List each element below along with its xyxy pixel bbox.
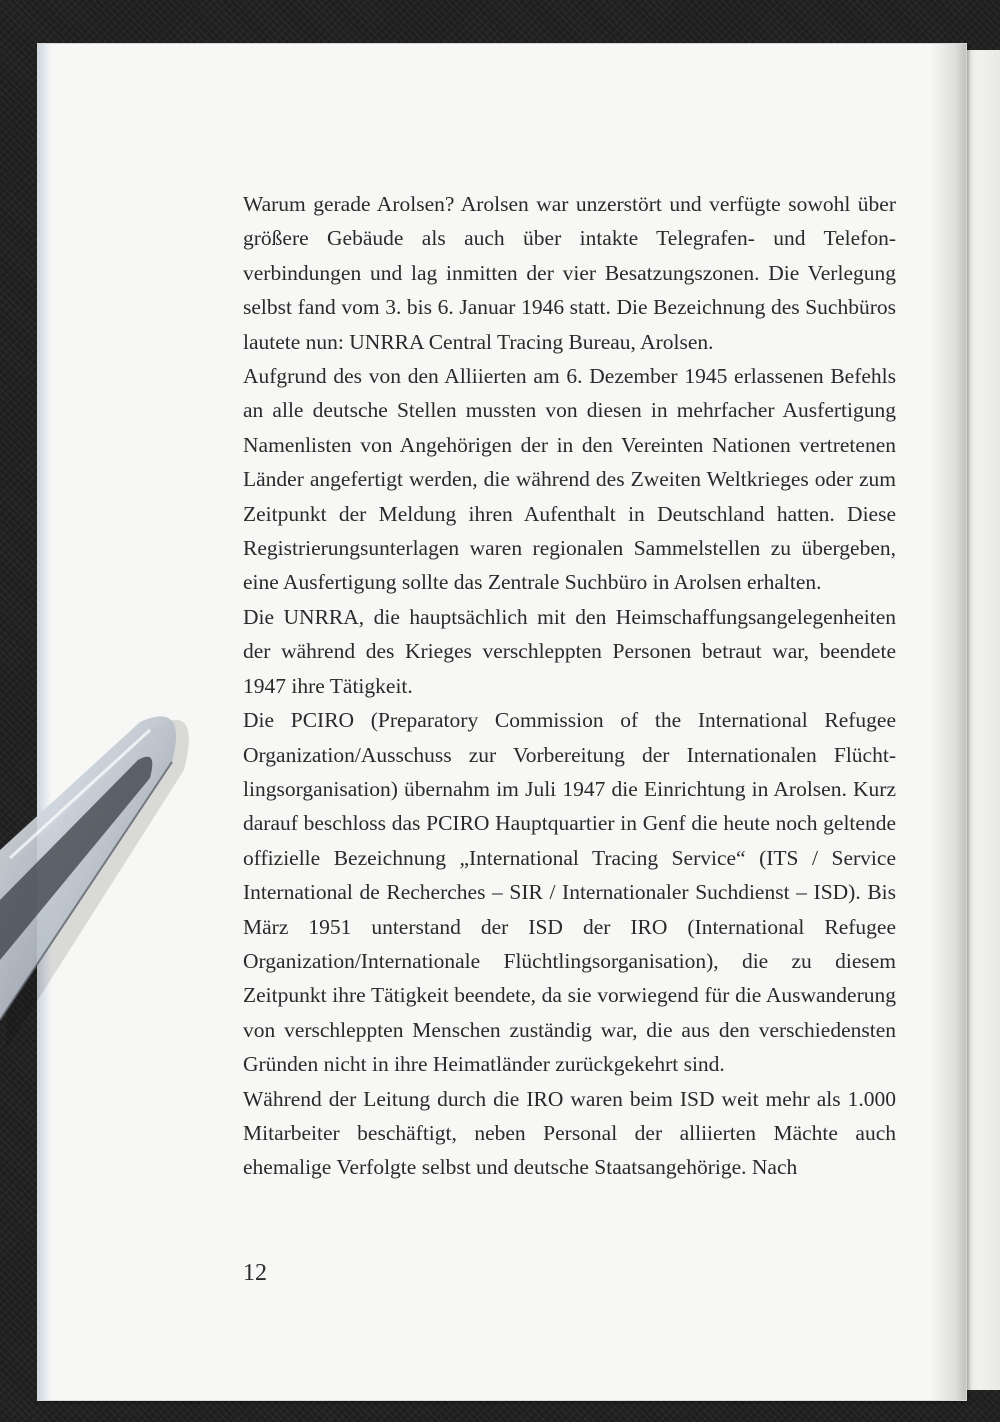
body-text: [243, 187, 896, 1185]
adjacent-page-edge: [962, 50, 1000, 1390]
paragraph-befehl: Aufgrund des von den Alliierten am 6. Dezember 1945 erlassenen Befehls an alle deutsche Stellen mussten von diesen in mehrfacher Ausfertigung Namenlisten von Angehörigen der in den Vereinten Nationen vertretenen Länder angefertigt werden, die während des Zweiten Weltkrieges oder zum Zeitpunkt der Meldung ihren Aufenthalt in Deutschland hatten. Diese Registrierungsunterlagen waren regionalen Sammelstellen zu übergeben, eine Ausfertigung sollte das Zentrale Suchbüro in Arolsen erhalten.: [243, 364, 896, 595]
page-binding-edge: [38, 44, 52, 1400]
paragraph-unrra: Die UNRRA, die hauptsächlich mit den Heimschaffungsangelegenheiten der während des Krieges verschleppten Personen betraut war, beendete 1947 ihre Tätigkeit.: [243, 604, 896, 698]
paragraph-iro: Während der Leitung durch die IRO waren beim ISD weit mehr als 1.000 Mitarbeiter beschäftigt, neben Personal der alliierten Mächte auch ehemalige Verfolgte selbst und deutsche Staatsangehörige. Nach: [243, 1086, 896, 1180]
paragraph-arolsen: Warum gerade Arolsen? Arolsen war unzerstört und verfügte sowohl über größere Gebäude als auch über intakte Telegrafen- und Telefonverbindungen und lag inmitten der vier Besatzungszonen. Die Verlegung selbst fand vom 3. bis 6. Januar 1946 statt. Die Bezeichnung des Suchbüros lautete nun: UNRRA Central Tracing Bureau, Arolsen.: [243, 192, 896, 354]
page-number: 12: [243, 1260, 267, 1286]
paragraph-pciro: Die PCIRO (Preparatory Commission of the International Refugee Organization/Ausschuss zur Vorbereitung der Internationalen Flüchtlingsorganisation) übernahm im Juli 1947 die Einrichtung in Arolsen. Kurz darauf beschloss das PCIRO Hauptquartier in Genf die heute noch geltende offizielle Bezeichnung „International Tracing Service“ (ITS / Service International de Recherches – SIR / Internationaler Suchdienst – ISD). Bis März 1951 unterstand der ISD der IRO (International Refugee Organization/Internationale Flüchtlingsorganisation), die zu diesem Zeitpunkt ihre Tätigkeit beendete, da sie vorwiegend für die Auswanderung von verschleppten Menschen zuständig war, die aus den verschiedensten Gründen nicht in ihre Heimatländer zurückgekehrt sind.: [243, 708, 896, 1077]
page-gutter-shadow: [930, 44, 966, 1400]
